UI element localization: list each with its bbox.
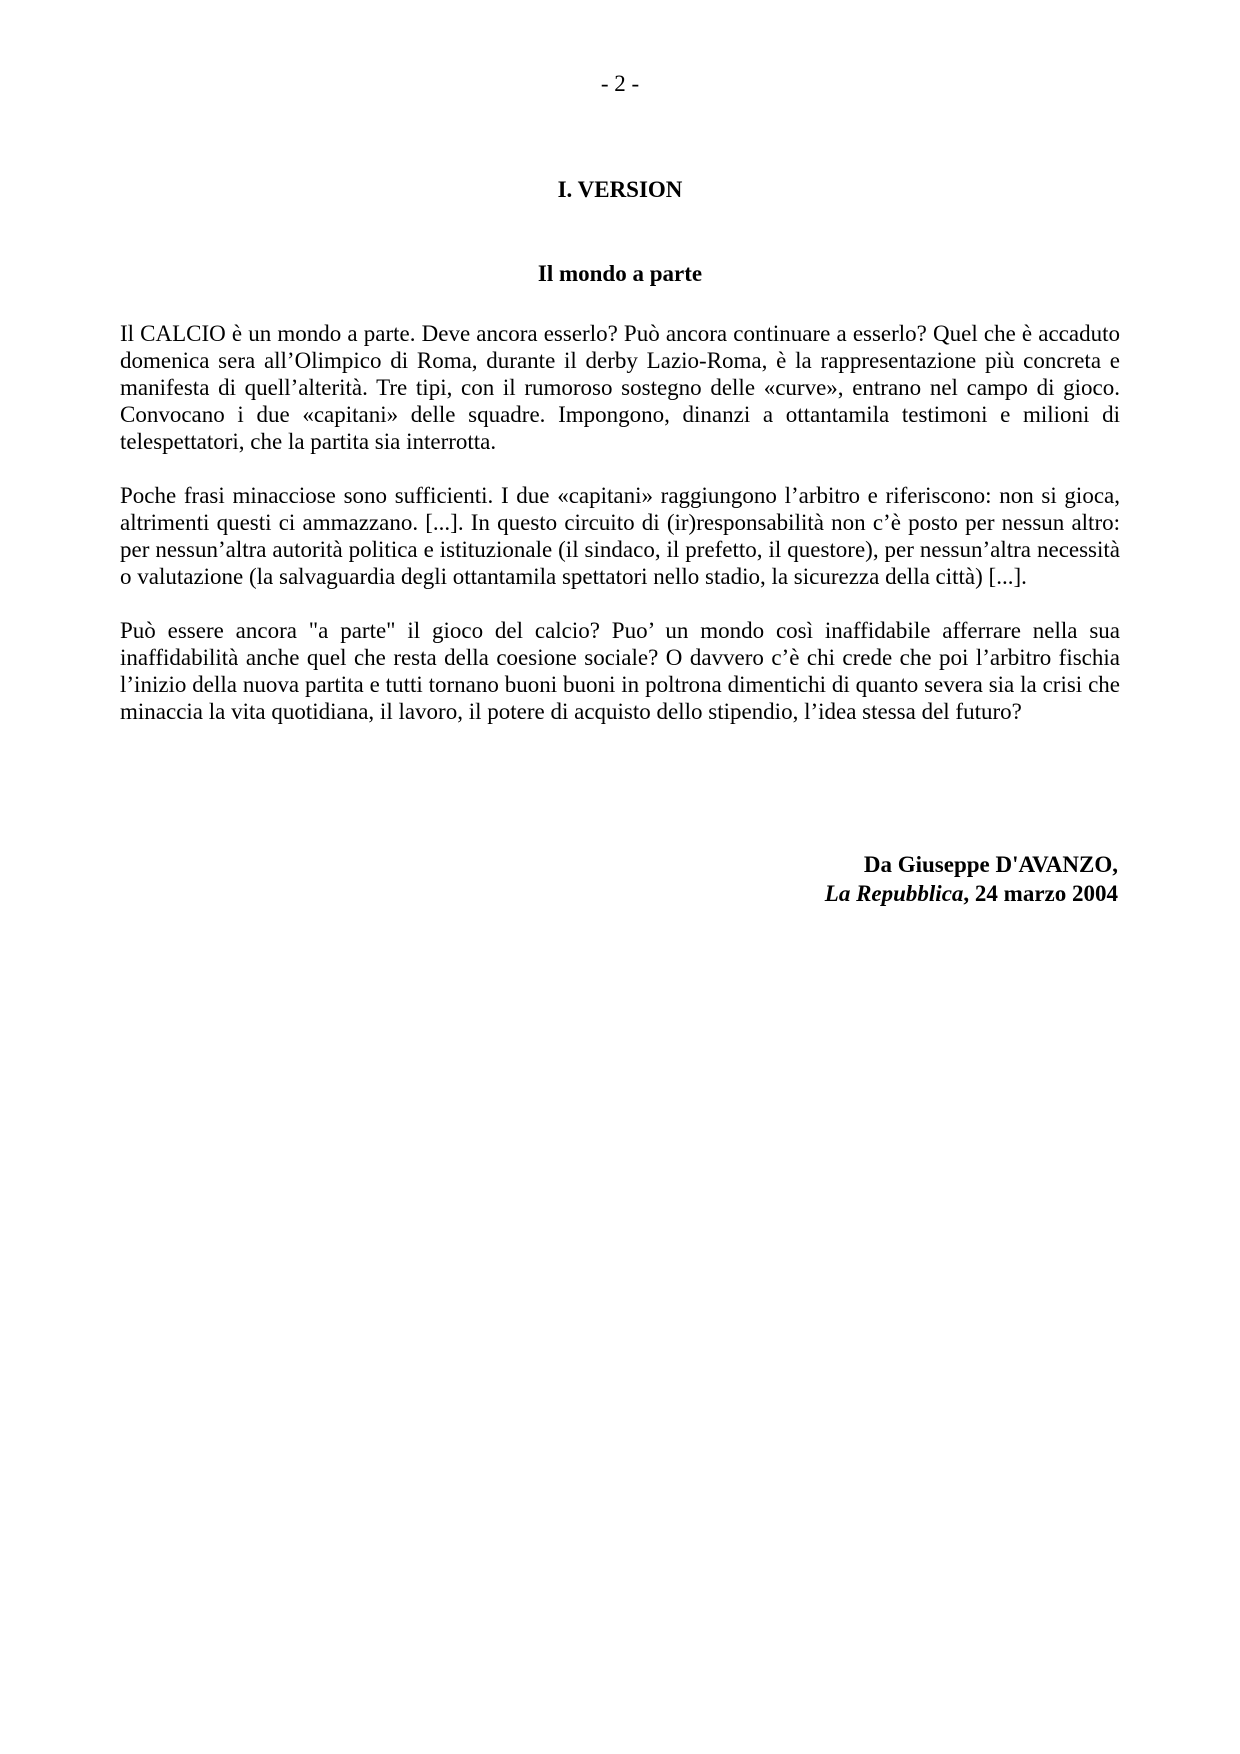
signature-source: La Repubblica xyxy=(824,881,964,906)
section-title: I. VERSION xyxy=(557,177,683,202)
signature-author: Da Giuseppe D'AVANZO, xyxy=(863,852,1118,877)
article-title: Il mondo a parte xyxy=(537,261,703,286)
signature-date: , 24 marzo 2004 xyxy=(963,881,1118,906)
signature-source-line xyxy=(825,879,1118,908)
paragraph-2: Poche frasi minacciose sono sufficienti. I due «capitani» raggiungono l’arbitro e riferiscono: non si gioca, altrimenti questi ci ammazzano. [...]. In questo circuito di (ir)responsabilità non c’è posto per nessun altro: per nessun’altra autorità politica e istituzionale (il sindaco, il prefetto, il questore), per nessun’altra necessità o valutazione (la salvaguardia degli ottantamila spettatori nello stadio, la sicurezza della città) [...]. xyxy=(120,483,1120,589)
paragraph-1: Il CALCIO è un mondo a parte. Deve ancora esserlo? Può ancora continuare a esserlo? Quel che è accaduto domenica sera all’Olimpico di Roma, durante il derby Lazio-Roma, è la rappresentazione più concreta e manifesta di quell’alterità. Tre tipi, con il rumoroso sostegno delle «curve», entrano nel campo di gioco. Convocano i due «capitani» delle squadre. Impongono, dinanzi a ottantamila testimoni e milioni di telespettatori, che la partita sia interrotta. xyxy=(120,321,1120,454)
paragraph-3: Può essere ancora "a parte" il gioco del calcio? Puo’ un mondo così inaffidabile afferrare nella sua inaffidabilità anche quel che resta della coesione sociale? O davvero c’è chi crede che poi l’arbitro fischia l’inizio della nuova partita e tutti tornano buoni buoni in poltrona dimentichi di quanto severa sia la crisi che minaccia la vita quotidiana, il lavoro, il potere di acquisto dello stipendio, l’idea stessa del futuro? xyxy=(120,618,1120,724)
page-number: - 2 - xyxy=(600,71,640,96)
signature xyxy=(825,850,1118,908)
article-body xyxy=(120,320,1120,752)
